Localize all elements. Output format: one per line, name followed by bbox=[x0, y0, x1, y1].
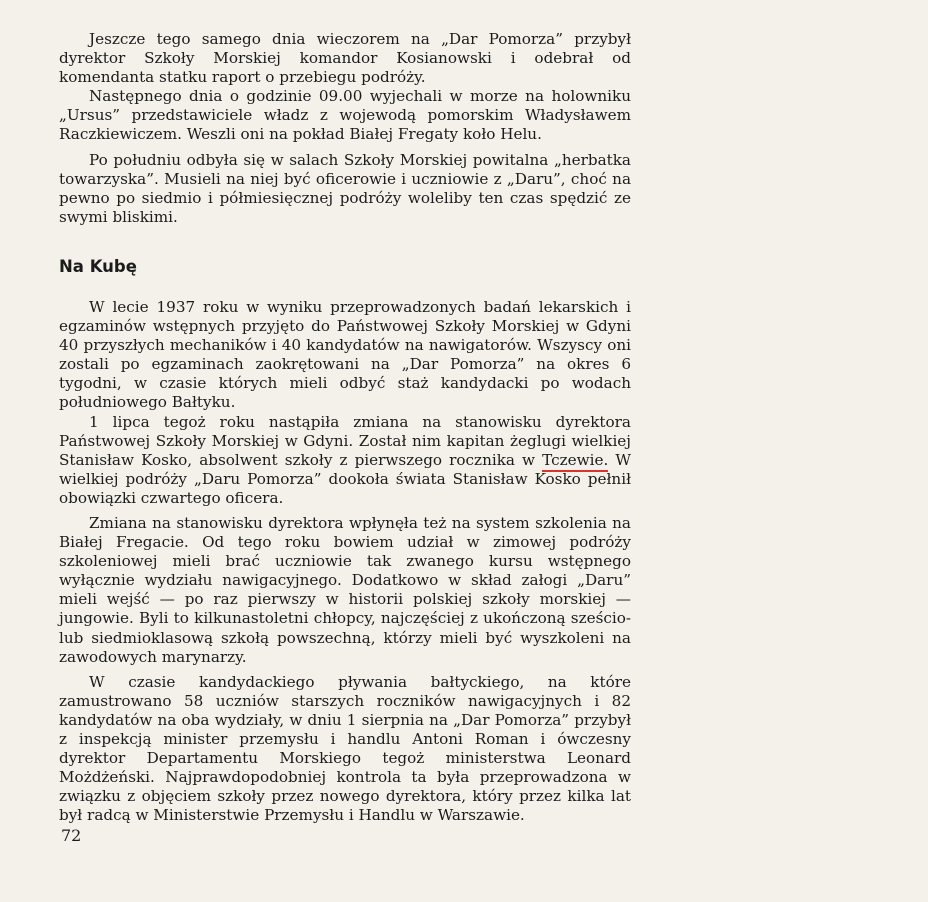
paragraph-inspection: W czasie kandydackiego pływania bałtyckiego, na które zamustrowano 58 uczniów starszych roczników nawigacyjnych i 82 kandydatów na oba wydziały, w dniu 1 sierpnia na „Dar Pomorza” przybył z inspekcją minister przemysłu i handlu Antoni Roman i ówczesny dyrektor Departamentu Morskiego tegoż ministerstwa Leonard Możdżeński. Najprawdopodobniej kontrola ta była przeprowadzona w związku z objęciem szkoły przez nowego dyrektora, który przez kilka lat był radcą w Ministerstwie Przemysłu i Handlu w Warszawie. bbox=[59, 672, 631, 825]
paragraph-new-director bbox=[59, 413, 631, 508]
paragraph-reception: Po południu odbyła się w salach Szkoły Morskiej powitalna „herbatka towarzyska”. Musieli na niej być oficerowie i uczniowie z „Daru”, choć na pewno po siedmio i półmiesięcznej podróży woleliby ten czas spędzić ze swymi bliskimi. bbox=[59, 150, 631, 226]
paragraph-new-director-start: 1 lipca tegoż roku nastąpiła zmiana na stanowisku dyrektora Państwowej Szkoły Morskiej w Gdyni. Został nim kapitan żeglugi wielkiej Stanisław Kosko, absolwent szkoły z pierwszego rocznika w bbox=[59, 412, 631, 469]
text-column bbox=[59, 30, 631, 825]
page-number: 72 bbox=[61, 826, 82, 845]
paragraph-next-day: Następnego dnia o godzinie 09.00 wyjechali w morze na holowniku „Ursus” przedstawiciele władz z wojewodą pomorskim Władysławem Raczkiewiczem. Weszli oni na pokład Białej Fregaty koło Helu. bbox=[59, 87, 631, 144]
paragraph-summer-1937: W lecie 1937 roku w wyniku przeprowadzonych badań lekarskich i egzaminów wstępnych przyjęto do Państwowej Szkoły Morskiej w Gdyni 40 przyszłych mechaników i 40 kandydatów na nawigatorów. Wszyscy oni zostali po egzaminach zaokrętowani na „Dar Pomorza” na okres 6 tygodni, w czasie których mieli odbyć staż kandydacki po wodach południowego Bałtyku. bbox=[59, 297, 631, 412]
paragraph-new-director-end: W wielkiej podróży „Daru Pomorza” dookoła świata Stanisław Kosko pełnił obowiązki czwartego oficera. bbox=[59, 450, 631, 507]
underlined-word-tczewie: Tczewie. bbox=[542, 451, 608, 472]
paragraph-training-change: Zmiana na stanowisku dyrektora wpłynęła też na system szkolenia na Białej Fregacie. Od tego roku bowiem udział w zimowej podróży szkoleniowej mieli brać uczniowie tak zwanego kursu wstępnego wyłącznie wydziału nawigacyjnego. Dodatkowo w skład załogi „Daru” mieli wejść — po raz pierwszy w historii polskiej szkoły morskiej — jungowie. Byli to kilkunastoletni chłopcy, najczęściej z ukończoną sześcio- lub siedmioklasową szkołą powszechną, którzy mieli być wyszkoleni na zawodowych marynarzy. bbox=[59, 513, 631, 666]
paragraph-arrival: Jeszcze tego samego dnia wieczorem na „Dar Pomorza” przybył dyrektor Szkoły Morskiej komandor Kosianowski i odebrał od komendanta statku raport o przebiegu podróży. bbox=[59, 30, 631, 87]
section-heading: Na Kubę bbox=[59, 256, 137, 276]
